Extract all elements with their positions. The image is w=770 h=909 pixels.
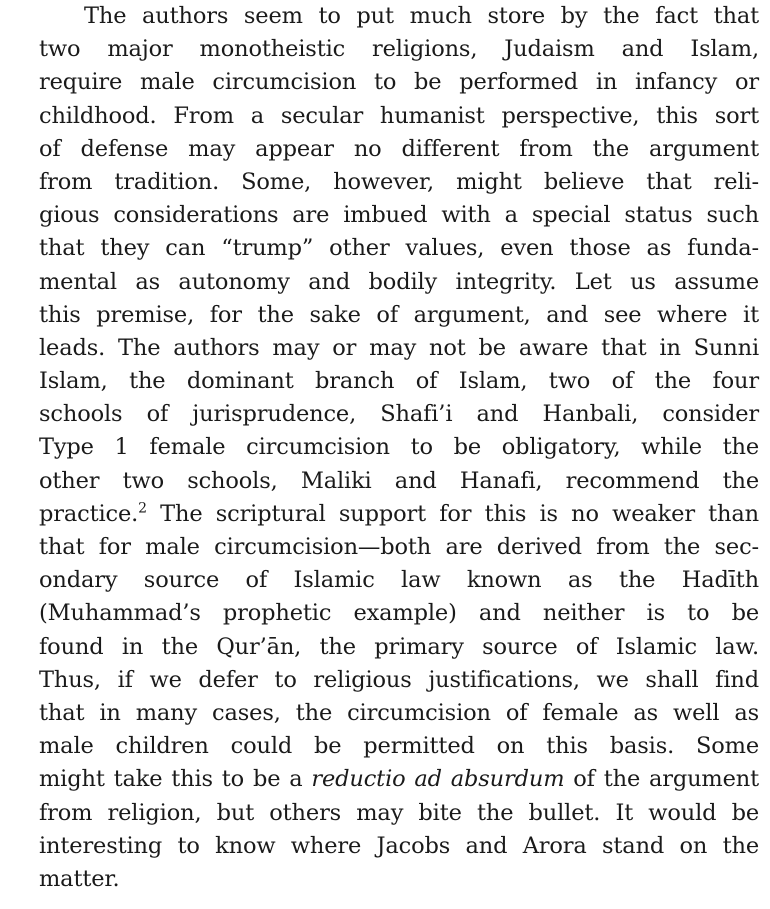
text-line: mental as autonomy and bodily integrity. Let us assume (39, 268, 759, 295)
text-line: male children could be permitted on this basis. Some (39, 733, 759, 760)
text-line: of defense may appear no different from the argument (39, 135, 759, 162)
text-line: from religion, but others may bite the bullet. It would be (39, 799, 759, 826)
text-line: childhood. From a secular humanist perspective, this sort (39, 102, 759, 129)
text-line: The authors seem to put much store by the fact that (84, 3, 759, 29)
text-line: ondary source of Islamic law known as the Hadīth (39, 567, 759, 594)
text-span: might take this to be a (39, 766, 312, 793)
text-line: that they can “trump” other values, even those as funda- (39, 235, 759, 262)
text-line: Thus, if we defer to religious justifications, we shall find (39, 666, 759, 693)
text-line: (Muhammad’s prophetic example) and neither is to be (39, 600, 759, 627)
text-line: that for male circumcision—both are derived from the sec- (39, 534, 759, 560)
text-line: Type 1 female circumcision to be obligatory, while the (39, 434, 759, 461)
text-line: from tradition. Some, however, might believe that reli- (39, 168, 759, 195)
text-line (39, 498, 759, 531)
text-line: two major monotheistic religions, Judaism and Islam, (39, 36, 759, 63)
text-line: matter. (39, 865, 120, 892)
text-line: gious considerations are imbued with a special status such (39, 202, 759, 229)
text-line: schools of jurisprudence, Shafi’i and Hanbali, consider (39, 401, 759, 428)
text-line: found in the Qur’ān, the primary source of Islamic law. (39, 633, 759, 660)
text-span: of the argument (564, 766, 760, 793)
document-page (39, 0, 759, 896)
text-span: practice. (39, 500, 139, 527)
text-line (39, 763, 759, 796)
text-line: that in many cases, the circumcision of female as well as (39, 699, 759, 726)
text-line: this premise, for the sake of argument, and see where it (39, 301, 759, 328)
text-line: require male circumcision to be performed in infancy or (39, 69, 759, 96)
text-line: leads. The authors may or may not be aware that in Sunni (39, 334, 759, 361)
footnote-marker[interactable]: 2 (138, 500, 147, 517)
text-span: The scriptural support for this is no weaker than (146, 500, 759, 527)
text-line: Islam, the dominant branch of Islam, two of the four (39, 368, 759, 395)
text-line: interesting to know where Jacobs and Arora stand on the (39, 832, 759, 859)
italic-phrase: reductio ad absurdum (311, 766, 565, 793)
text-line: other two schools, Maliki and Hanafi, recommend the (39, 467, 759, 494)
